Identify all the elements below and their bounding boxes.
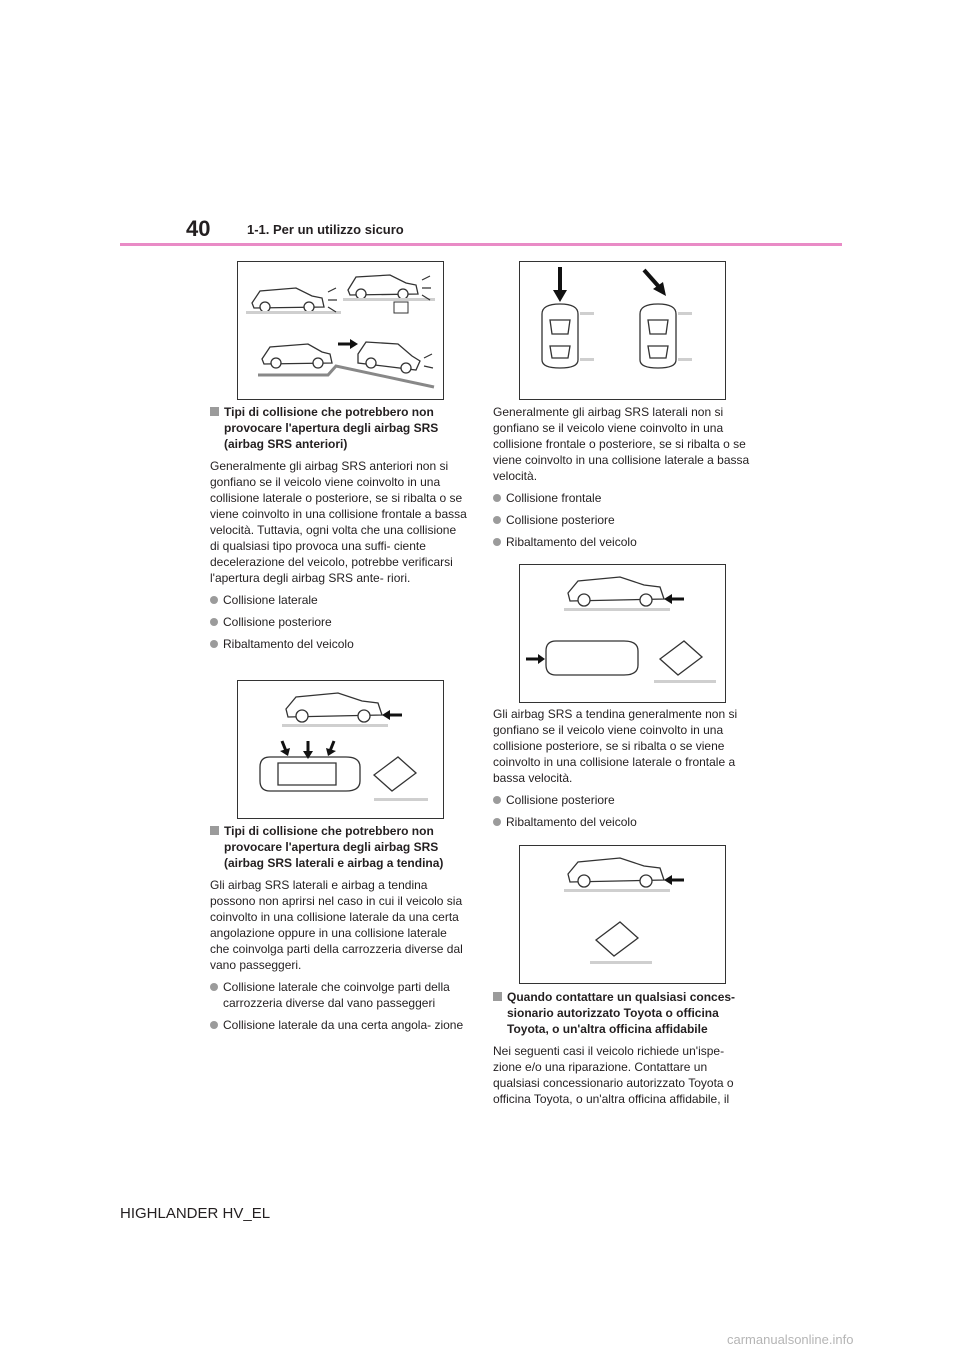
paragraph: Nei seguenti casi il veicolo richiede un'ispe- zione e/o una riparazione. Contattare un qualsiasi concessionario autorizzato Toyota o officina Toyota, o un'altra officina affidabile, il [493,1044,734,1106]
bullet-list [493,490,753,550]
right-section-contact-dealer [493,989,755,1107]
circle-bullet-icon [210,1021,218,1029]
circle-bullet-icon [493,818,501,826]
figure-curtain-airbag-cases [519,845,726,984]
paragraph: Gli airbag SRS a tendina generalmente non si gonfiano se il veicolo viene coinvolto in una collisione posteriore, se si ribalta o se viene coinvolto in una collisione laterale o frontale a bassa velocità. [493,707,738,785]
list-item: Collisione posteriore [493,512,753,528]
circle-bullet-icon [210,640,218,648]
paragraph: Gli airbag SRS laterali e airbag a tendina possono non aprirsi nel caso in cui il veicolo sia coinvolto in una collisione laterale da una certa angolazione oppure in una collisione laterale che coinvolga parti della carrozzeria diverse dal vano passeggeri. [210,878,463,972]
heading-text: Tipi di collisione che potrebbero non provocare l'apertura degli airbag SRS (airbag SRS laterali e airbag a tendina) [224,824,444,870]
square-bullet-icon [493,992,502,1001]
heading-text: Quando contattare un qualsiasi conces- sionario autorizzato Toyota o officina Toyota, o un'altra officina affidabile [507,990,736,1036]
figure-side-rear-rollover [237,680,444,819]
circle-bullet-icon [493,796,501,804]
list-item: Collisione laterale che coinvolge parti della carrozzeria diverse dal vano passeggeri [210,979,468,1011]
heading-side-curtain-airbags [210,823,468,871]
heading-frontal-airbags [210,404,468,452]
circle-bullet-icon [210,983,218,991]
left-section-frontal [210,404,468,652]
heading-text: Tipi di collisione che potrebbero non provocare l'apertura degli airbag SRS (airbag SRS anteriori) [224,405,439,451]
page-number: 40 [186,216,211,241]
list-item: Collisione laterale [210,592,468,608]
right-section-side-airbags [493,404,753,550]
list-item: Collisione posteriore [493,792,753,808]
figure-frontal-collisions [237,261,444,400]
list-item: Collisione laterale da una certa angola- zione [210,1017,468,1033]
circle-bullet-icon [493,516,501,524]
list-item: Ribaltamento del veicolo [493,814,753,830]
bullet-list [210,592,468,652]
watermark: carmanualsonline.info [727,1332,854,1347]
figure-side-impact-top-view [519,261,726,400]
figure-side-airbag-cases [519,564,726,703]
paragraph: Generalmente gli airbag SRS anteriori non si gonfiano se il veicolo viene coinvolto in una collisione laterale o posteriore, se si ribalta o se viene coinvolto in una collisione frontale a bassa velocità. Tuttavia, ogni volta che una collisione di qualsiasi tipo provoca una suffi- ciente decelerazione del veicolo, potrebbe verificarsi l'apertura degli airbag SRS ante- riori. [210,459,467,585]
right-section-curtain-airbags [493,706,753,830]
list-item: Collisione frontale [493,490,753,506]
header-rule [120,243,842,246]
square-bullet-icon [210,826,219,835]
list-item: Collisione posteriore [210,614,468,630]
circle-bullet-icon [493,538,501,546]
list-item: Ribaltamento del veicolo [210,636,468,652]
heading-contact-dealer [493,989,755,1037]
bullet-list [493,792,753,830]
list-item: Ribaltamento del veicolo [493,534,753,550]
footer-model-code: HIGHLANDER HV_EL [120,1205,271,1222]
section-title: 1-1. Per un utilizzo sicuro [247,222,404,237]
circle-bullet-icon [210,596,218,604]
left-section-side-curtain [210,823,468,1033]
circle-bullet-icon [493,494,501,502]
paragraph: Generalmente gli airbag SRS laterali non si gonfiano se il veicolo viene coinvolto in una collisione frontale o posteriore, se si ribalta o se viene coinvolto in una collisione laterale a bassa velocità. [493,405,750,483]
circle-bullet-icon [210,618,218,626]
bullet-list [210,979,468,1033]
square-bullet-icon [210,407,219,416]
